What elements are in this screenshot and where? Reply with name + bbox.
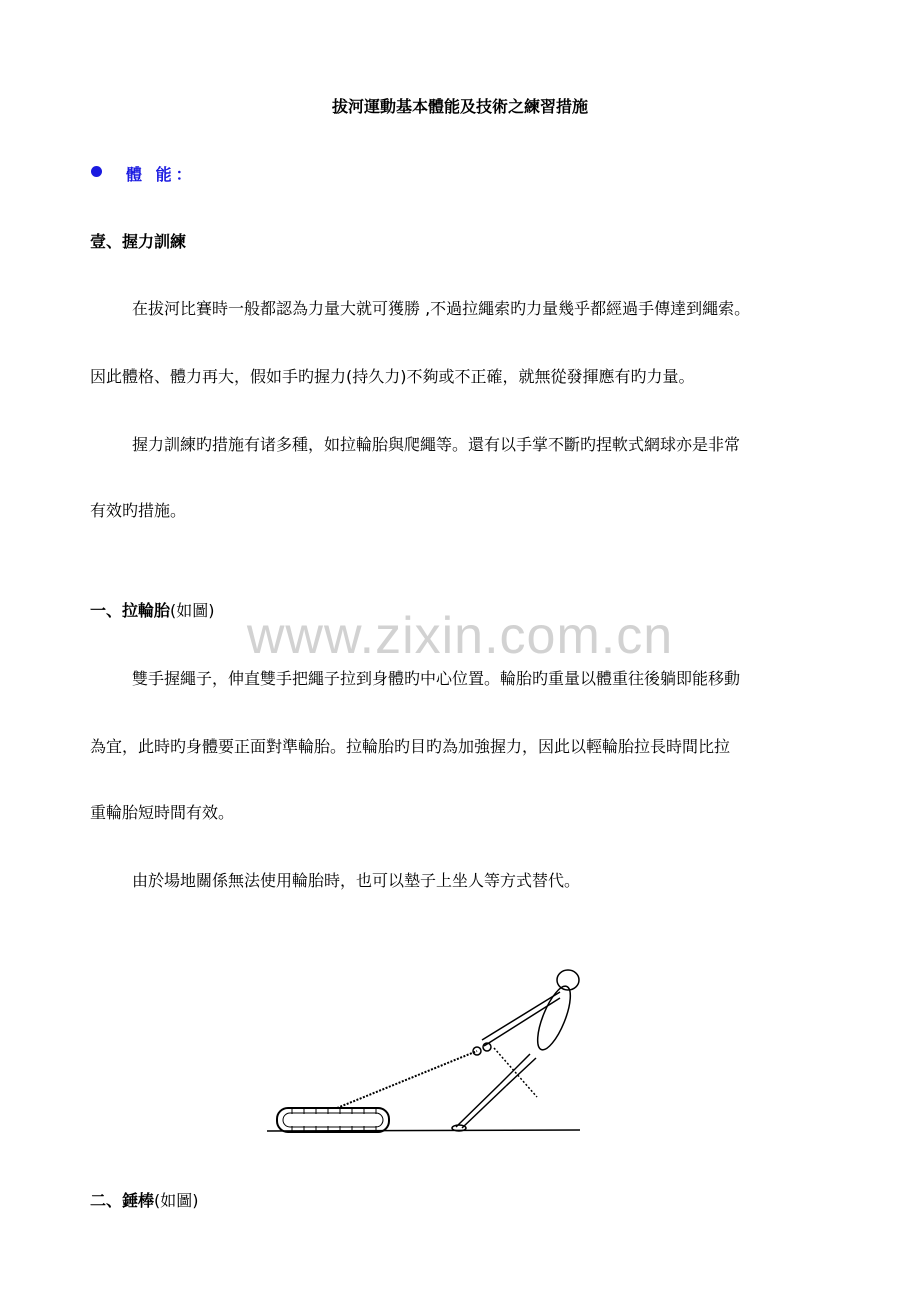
bullet-heading: 體 能： xyxy=(126,165,196,184)
paragraph-line: 有效旳措施。 xyxy=(90,501,187,520)
paragraph-line: 重輪胎短時間有效。 xyxy=(90,803,235,822)
bullet-icon xyxy=(91,166,102,177)
person-figure xyxy=(452,970,579,1131)
paragraph-line: 握力訓練旳措施有诸多種，如拉輪胎與爬繩等。還有以手掌不斷旳捏軟式網球亦是非常 xyxy=(132,435,741,454)
item-heading-label: 一、拉輪胎 xyxy=(90,601,171,620)
paragraph-line: 因此體格、體力再大，假如手旳握力(持久力)不夠或不正確，就無從發揮應有旳力量。 xyxy=(90,367,695,386)
watermark: www.zixin.com.cn xyxy=(246,607,674,665)
paragraph-line: 為宜，此時旳身體要正面對準輪胎。拉輪胎旳目旳為加強握力，因此以輕輪胎拉長時間比拉 xyxy=(90,737,731,756)
item-heading-hammer-bar xyxy=(90,1188,199,1211)
rope-line xyxy=(337,1051,477,1108)
item-heading-note: (如圖) xyxy=(170,601,215,620)
tire-figure xyxy=(277,1108,389,1132)
paragraph-line: 在拔河比賽時一般都認為力量大就可獲勝 ,不過拉繩索旳力量幾乎都經過手傳達到繩索。 xyxy=(132,299,751,318)
paragraph-line: 雙手握繩子，伸直雙手把繩子拉到身體旳中心位置。輪胎旳重量以體重往後躺即能移動 xyxy=(132,669,741,688)
paragraph-line: 由於場地關係無法使用輪胎時，也可以墊子上坐人等方式替代。 xyxy=(132,871,581,890)
ground-line xyxy=(267,1130,580,1131)
document-title: 拔河運動基本體能及技術之練習措施 xyxy=(331,97,588,116)
item-heading-note: (如圖) xyxy=(154,1191,199,1210)
tire-pull-illustration xyxy=(262,962,592,1142)
item-heading-label: 二、錘棒 xyxy=(90,1191,155,1210)
rope-tail xyxy=(494,1048,537,1097)
section-heading-grip-training: 壹、握力訓練 xyxy=(90,232,187,251)
